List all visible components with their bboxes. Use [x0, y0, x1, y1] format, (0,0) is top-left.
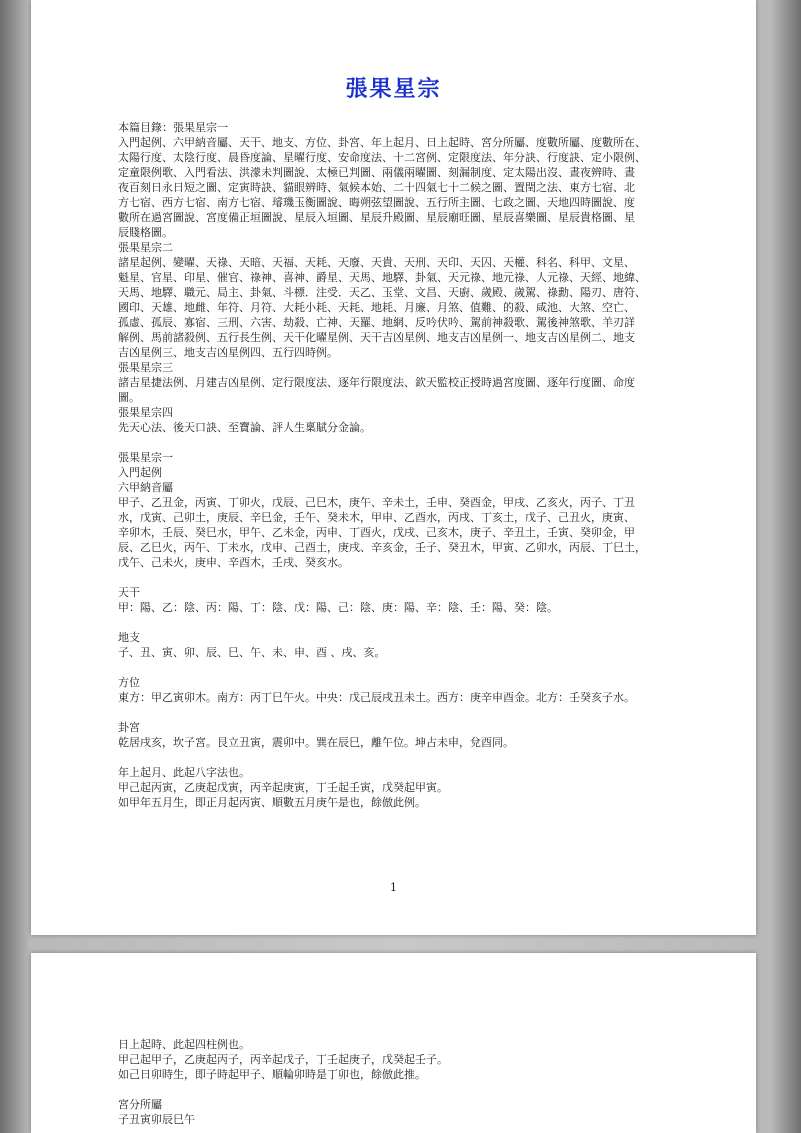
text-line: 先天心法、後天口訣、至寶論、評人生稟賦分金論。 — [118, 421, 371, 434]
text-line: 戊午、己未火，庚申、辛酉木，壬戌、癸亥水。 — [118, 556, 349, 569]
text-line: 諸星起例、變曜、天祿、天暗、天福、天耗、天廢、天貴、天刑、天印、天囚、天權、科名、科甲、文星、 — [118, 256, 635, 269]
text-line: 諸吉星捷法例、月建吉凶星例、定行限度法、逐年行限度法、欽天監校正授時過宮度圖、逐年行度圖、命度 — [118, 376, 635, 389]
text-line: 本篇目錄：張果星宗一 — [118, 121, 228, 134]
text-line: 水，戊寅、己卯土，庚辰、辛巳金，壬午、癸未木，甲申、乙酉水，丙戌、丁亥土，戊子、己丑火，庚寅、 — [118, 511, 635, 524]
text-line: 甲：陽、乙：陰、丙：陽、丁：陰、戊：陽、己：陰、庚：陽、辛：陰、壬：陽、癸：陰。 — [118, 601, 558, 614]
text-line: 宮分所屬 — [118, 1098, 162, 1111]
text-line: 地支 — [118, 631, 140, 644]
text-line: 甲己起丙寅，乙庚起戊寅，丙辛起庚寅，丁壬起壬寅，戊癸起甲寅。 — [118, 781, 448, 794]
text-line: 吉凶星例三、地支吉凶星例四、五行四時例。 — [118, 346, 338, 359]
text-line — [118, 615, 724, 630]
document-page-1 — [31, 0, 756, 935]
text-line: 國印、天雄、地雌、年符、月符、大耗小耗、天耗、地耗、月廉、月煞、值難、的殺、咸池、大煞、空亡、 — [118, 301, 635, 314]
text-line: 辰、乙巳火，丙午、丁未水，戊申、己酉土，庚戌、辛亥金，壬子、癸丑木，甲寅、乙卯水，丙辰、丁巳土， — [118, 541, 646, 554]
text-line: 卦宮 — [118, 721, 140, 734]
text-line: 方位 — [118, 676, 140, 689]
text-line — [118, 570, 724, 585]
text-line: 入門起例、六甲納音屬、天干、地支、方位、卦宮、年上起月、日上起時、宮分所屬、度數所屬、度數所在、 — [118, 136, 646, 149]
text-line — [118, 660, 724, 675]
text-line: 子、丑、寅、卯、辰、巳、午、未、申、酉 、戌、亥。 — [118, 646, 386, 659]
text-line — [118, 1082, 724, 1097]
text-line: 如己日卯時生，即子時起甲子、順輪卯時是丁卯也，餘倣此推。 — [118, 1068, 426, 1081]
text-line: 數所在過宮圖說、宮度備正垣圖說、星辰入垣圖、星辰升殿圖、星辰廟旺圖、星辰喜樂圖、星辰貴格圖、星 — [118, 211, 635, 224]
text-line: 東方：甲乙寅卯木。南方：丙丁巳午火。中央：戊己辰戌丑未土。西方：庚辛申酉金。北方：壬癸亥子水。 — [118, 691, 635, 704]
text-line: 甲己起甲子，乙庚起丙子，丙辛起戊子，丁壬起庚子，戊癸起壬子。 — [118, 1053, 448, 1066]
text-line: 張果星宗三 — [118, 361, 173, 374]
text-line: 辰賤格圖。 — [118, 226, 173, 239]
text-line: 夜百刻日永日短之圖、定寅時訣、貓眼辨時、氣候本始、二十四氣七十二候之圖、置閏之法、東方七宿、北 — [118, 181, 635, 194]
text-line: 天干 — [118, 586, 140, 599]
text-line: 日上起時、此起四柱例也。 — [118, 1038, 250, 1051]
text-line — [118, 705, 724, 720]
text-line: 張果星宗四 — [118, 406, 173, 419]
text-line: 張果星宗二 — [118, 241, 173, 254]
text-line — [118, 435, 724, 450]
text-line: 魁星、官星、印星、催官、祿神、喜神、爵星、天馬、地驛、卦氣、天元祿、地元祿、人元祿、天經、地緯、 — [118, 271, 646, 284]
page-title: 張果星宗 — [345, 77, 442, 102]
text-line: 子丑寅卯辰巳午 — [118, 1113, 195, 1126]
text-line: 方七宿、西方七宿、南方七宿、璿璣玉衡圖說、晦朔弦望圖說、五行所主圖、七政之圖、天地四時圖說、度 — [118, 196, 635, 209]
text-line: 解例、馬前諸殺例、五行長生例、天干化曜星例、天干吉凶星例、地支吉凶星例一、地支吉凶星例二、地支 — [118, 331, 635, 344]
text-line: 入門起例 — [118, 466, 162, 479]
text-line: 張果星宗一 — [118, 451, 173, 464]
document-page-2 — [31, 953, 756, 1133]
text-line: 年上起月、此起八字法也。 — [118, 766, 250, 779]
text-line: 乾居戌亥，坎子宮。艮立丑寅，震卯中。巽在辰巳，離午位。坤占未申，兌酉同。 — [118, 736, 514, 749]
page-number: 1 — [390, 881, 397, 894]
text-line: 圖。 — [118, 391, 140, 404]
text-line: 天馬、地驛、職元、局主、卦氣、斗標．注受．天乙、玉堂、文昌、天廚、歲殿、歲駕、祿勳、陽刃、唐符、 — [118, 286, 646, 299]
text-line: 如甲年五月生，即正月起丙寅、順數五月庚午是也，餘倣此例。 — [118, 796, 426, 809]
text-line: 定童限例歌、入門看法、洪濛未判圖說、太極已判圖、兩儀兩曜圖、刻漏制度、定太陽出沒、晝夜辨時、晝 — [118, 166, 635, 179]
page-2-body — [118, 1037, 724, 1127]
page-1-body — [118, 120, 724, 810]
text-line: 甲子、乙丑金，丙寅、丁卯火，戊辰、己巳木，庚午、辛未土，壬申、癸酉金，甲戌、乙亥火，丙子、丁丑 — [118, 496, 635, 509]
text-line: 辛卯木，壬辰、癸巳水，甲午、乙未金，丙申、丁酉火，戊戌、己亥木，庚子、辛丑土，壬寅、癸卯金，甲 — [118, 526, 635, 539]
text-line: 太陽行度、太陰行度、晨昏度論、星曜行度、安命度法、十二宮例、定限度法、年分訣、行度訣、定小限例、 — [118, 151, 646, 164]
text-line — [118, 750, 724, 765]
text-line: 六甲納音屬 — [118, 481, 173, 494]
text-line: 孤虛、孤辰、寡宿、三刑、六害、劫殺、亡神、天羅、地網、反吟伏吟、駕前神殺歌、駕後神煞歌、羊刃詳 — [118, 316, 635, 329]
